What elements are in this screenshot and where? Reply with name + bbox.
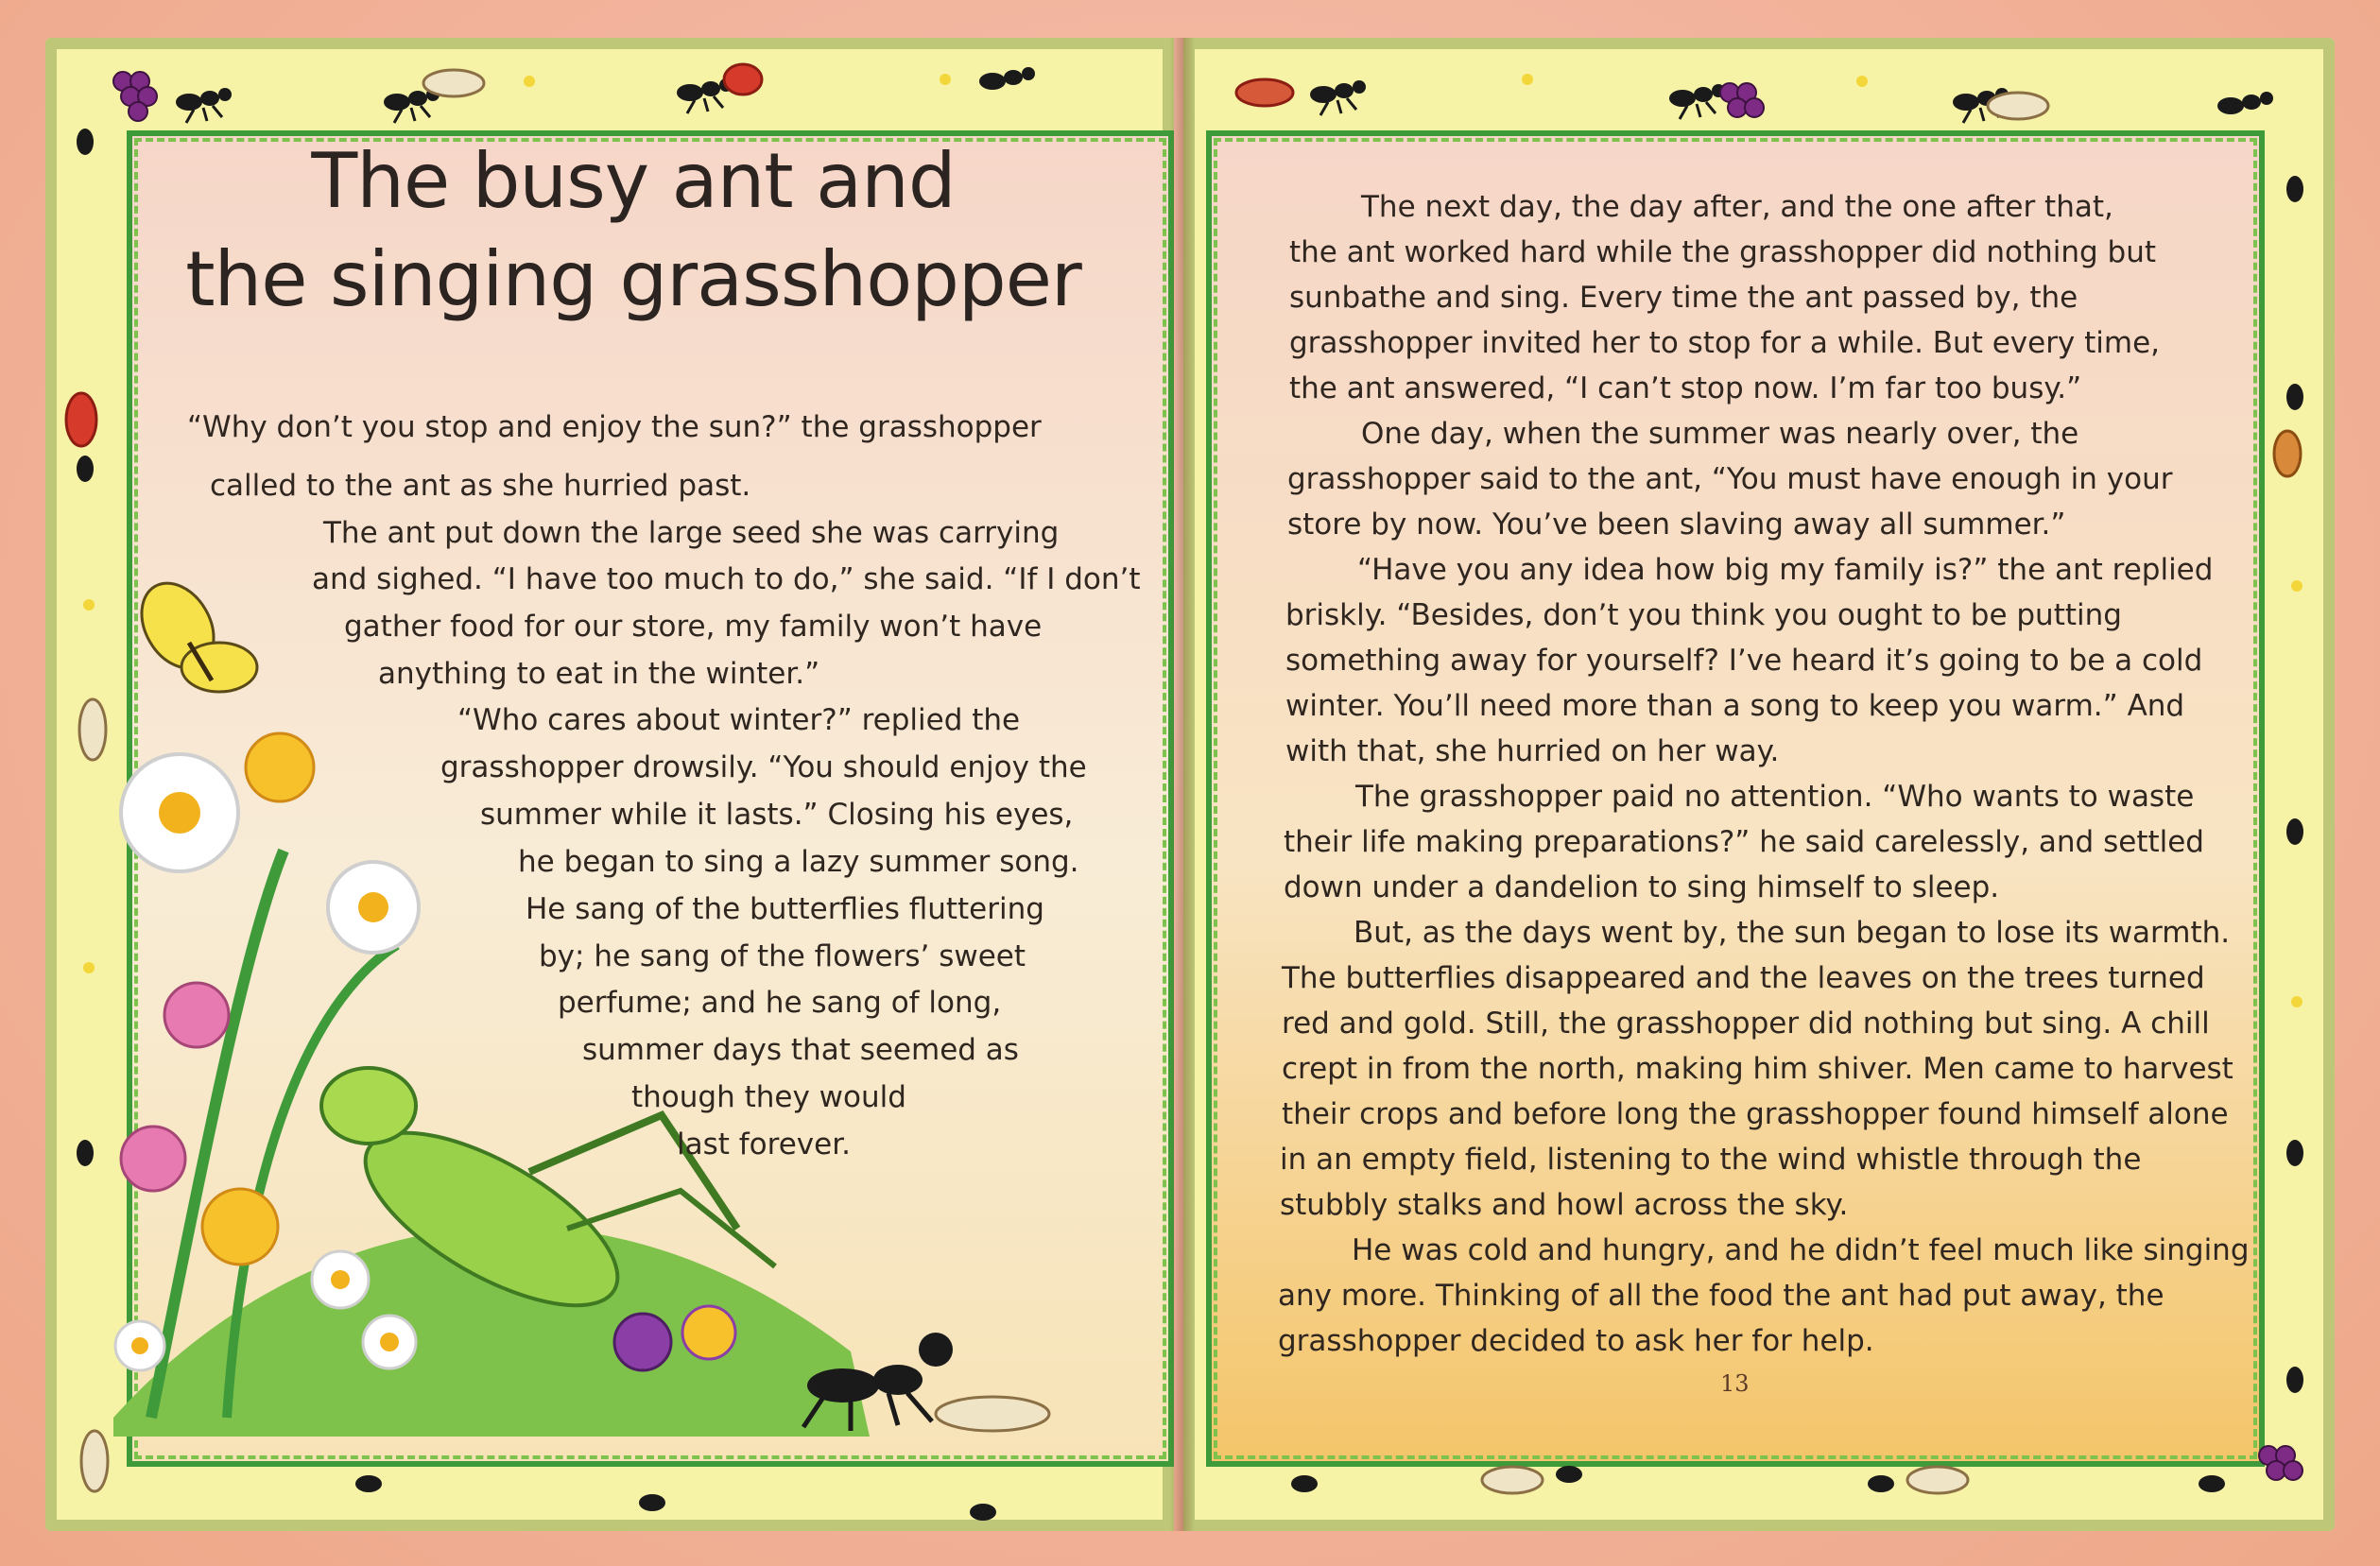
text-line: winter. You’ll need more than a song to keep you warm.” And — [1285, 689, 2185, 723]
text-line: stubbly stalks and howl across the sky. — [1280, 1188, 1849, 1222]
text-line: grasshopper decided to ask her for help. — [1278, 1324, 1874, 1358]
text-line: crept in from the north, making him shiver. Men came to harvest — [1282, 1052, 2233, 1086]
text-line: gather food for our store, my family won’t have — [344, 610, 1043, 644]
title-line-1: The busy ant and — [311, 137, 956, 225]
text-line: with that, she hurried on her way. — [1285, 734, 1780, 768]
text-line: grasshopper drowsily. “You should enjoy the — [440, 750, 1087, 784]
text-line: last forever. — [677, 1127, 851, 1162]
text-line: “Why don’t you stop and enjoy the sun?” the grasshopper — [187, 410, 1042, 444]
page-number: 13 — [1720, 1370, 1750, 1397]
text-line: though they would — [631, 1080, 906, 1114]
text-line: the ant worked hard while the grasshopper did nothing but — [1289, 235, 2157, 269]
text-line: sunbathe and sing. Every time the ant passed by, the — [1289, 281, 2078, 315]
text-line: their life making preparations?” he said carelessly, and settled — [1284, 825, 2204, 859]
text-line: The ant put down the large seed she was carrying — [323, 516, 1060, 550]
text-line: their crops and before long the grasshopper found himself alone — [1282, 1097, 2229, 1131]
text-line: any more. Thinking of all the food the ant had put away, the — [1278, 1279, 2164, 1313]
text-line: something away for yourself? I’ve heard it’s going to be a cold — [1285, 644, 2203, 678]
text-line: He was cold and hungry, and he didn’t feel much like singing — [1352, 1233, 2250, 1267]
text-line: grasshopper invited her to stop for a while. But every time, — [1289, 326, 2161, 360]
butterfly-icon — [128, 570, 257, 692]
text-line: One day, when the summer was nearly over, the — [1361, 417, 2079, 451]
text-line: The butterflies disappeared and the leaves on the trees turned — [1282, 961, 2205, 995]
text-line: and sighed. “I have too much to do,” she said. “If I don’t — [312, 562, 1141, 596]
text-line: “Who cares about winter?” replied the — [457, 703, 1021, 737]
text-line: The next day, the day after, and the one after that, — [1361, 190, 2113, 224]
title-line-2: the singing grasshopper — [185, 235, 1081, 323]
text-line: summer days that seemed as — [582, 1033, 1019, 1067]
text-line: by; he sang of the flowers’ sweet — [539, 939, 1026, 973]
text-line: the ant answered, “I can’t stop now. I’m far too busy.” — [1289, 371, 2082, 405]
text-line: down under a dandelion to sing himself to sleep. — [1284, 870, 2000, 904]
text-line: store by now. You’ve been slaving away all summer.” — [1287, 508, 2066, 542]
text-line: anything to eat in the winter.” — [378, 657, 820, 691]
story-title — [161, 132, 1106, 329]
text-line: The grasshopper paid no attention. “Who wants to waste — [1355, 780, 2195, 814]
text-line: But, as the days went by, the sun began to lose its warmth. — [1354, 916, 2231, 950]
text-line: summer while it lasts.” Closing his eyes, — [480, 798, 1074, 832]
text-line: “Have you any idea how big my family is?” the ant replied — [1357, 553, 2214, 587]
text-line: red and gold. Still, the grasshopper did nothing but sing. A chill — [1282, 1007, 2210, 1041]
text-line: he began to sing a lazy summer song. — [518, 845, 1079, 879]
text-line: briskly. “Besides, don’t you think you ought to be putting — [1285, 598, 2122, 632]
text-line: He sang of the butterflies fluttering — [526, 892, 1044, 926]
text-line: grasshopper said to the ant, “You must have enough in your — [1287, 462, 2173, 496]
text-line: called to the ant as she hurried past. — [210, 469, 751, 503]
text-line: perfume; and he sang of long, — [558, 986, 1002, 1020]
text-line: in an empty field, listening to the wind whistle through the — [1280, 1143, 2142, 1177]
